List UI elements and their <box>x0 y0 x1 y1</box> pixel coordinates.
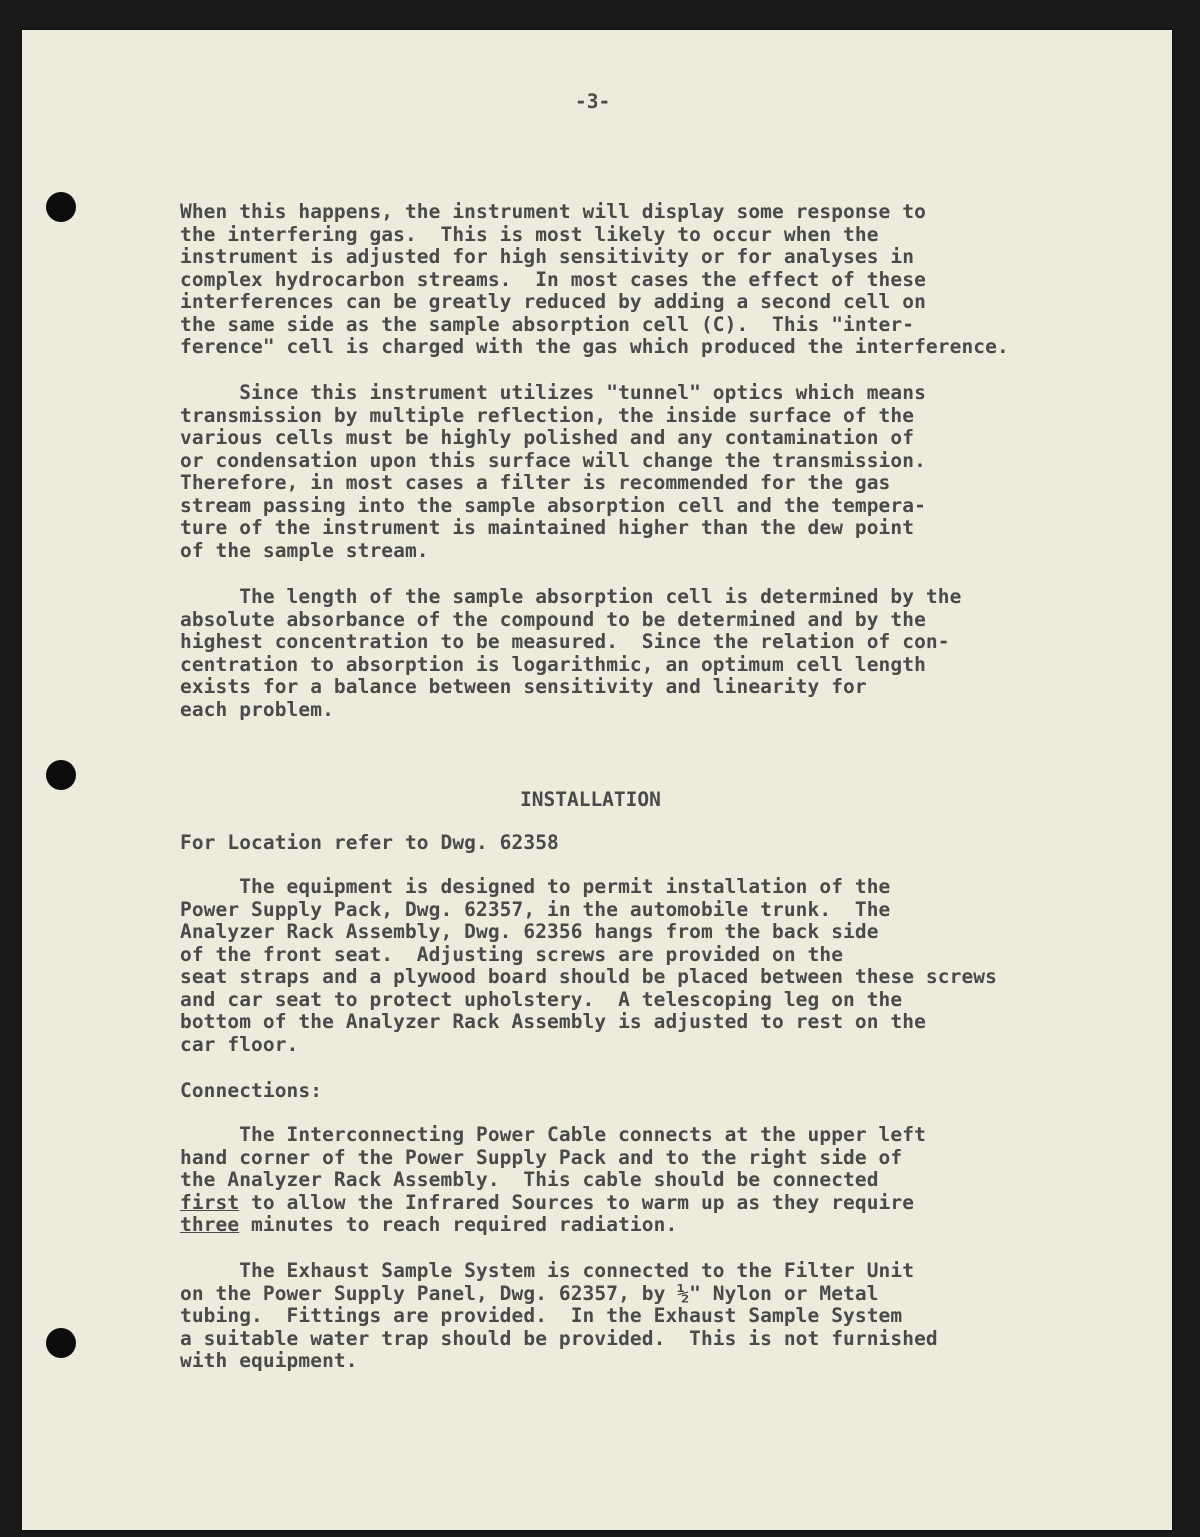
text-line: various cells must be highly polished and any contamination of <box>180 426 915 449</box>
location-line <box>180 832 1120 855</box>
text-line: interferences can be greatly reduced by adding a second cell on <box>180 290 926 313</box>
text-line: of the front seat. Adjusting screws are provided on the <box>180 942 844 966</box>
text-line: absolute absorbance of the compound to be determined and by the <box>180 607 926 631</box>
text-line: a suitable water trap should be provided. This is not furnished <box>180 1326 938 1350</box>
text-line: The Interconnecting Power Cable connects at the upper left <box>180 1123 926 1146</box>
paragraph-optics <box>180 382 1120 562</box>
text-line: ture of the instrument is maintained higher than the dew point <box>180 516 915 539</box>
text-line: the Analyzer Rack Assembly. This cable should be connected <box>180 1168 879 1191</box>
text-line: For Location refer to Dwg. 62358 <box>180 831 559 854</box>
text-line: each problem. <box>180 697 334 721</box>
paragraph-power-cable <box>180 1124 1120 1237</box>
text-line: of the sample stream. <box>180 538 429 562</box>
text-line: highest concentration to be measured. Since the relation of con- <box>180 630 950 653</box>
text-line <box>180 1192 1120 1215</box>
paragraph-interference <box>180 201 1120 359</box>
text-line: and car seat to protect upholstery. A telescoping leg on the <box>180 987 903 1011</box>
text-line: Therefore, in most cases a filter is recommended for the gas <box>180 471 891 494</box>
section-heading: INSTALLATION <box>520 788 661 811</box>
text-line: bottom of the Analyzer Rack Assembly is adjusted to rest on the <box>180 1010 926 1033</box>
text-line: instrument is adjusted for high sensitivity or for analyses in <box>180 245 915 268</box>
text-line: When this happens, the instrument will display some response to <box>180 200 926 223</box>
text-line: car floor. <box>180 1032 299 1056</box>
text-line: seat straps and a plywood board should be placed between these screws <box>180 965 997 988</box>
binder-hole <box>46 760 76 790</box>
text-line: The equipment is designed to permit installation of the <box>180 875 891 898</box>
binder-hole <box>46 192 76 222</box>
text-line: The length of the sample absorption cell is determined by the <box>180 585 962 608</box>
page-number: -3- <box>575 90 611 113</box>
subheading: Connections: <box>180 1079 323 1102</box>
text-line: Analyzer Rack Assembly, Dwg. 62356 hangs from the back side <box>180 920 879 943</box>
text-line: The Exhaust Sample System is connected to the Filter Unit <box>180 1259 915 1282</box>
text-line: with equipment. <box>180 1349 358 1372</box>
paragraph-exhaust <box>180 1260 1120 1373</box>
text-line: stream passing into the sample absorption cell and the tempera- <box>180 493 926 517</box>
text-line: complex hydrocarbon streams. In most cases the effect of these <box>180 267 926 291</box>
text-fragment: to allow the Infrared Sources to warm up as they require <box>239 1190 915 1214</box>
paragraph-installation <box>180 876 1120 1056</box>
text-line: ference" cell is charged with the gas which produced the interference. <box>180 335 1009 358</box>
text-line: the same side as the sample absorption cell (C). This "inter- <box>180 312 915 336</box>
text-line <box>180 1214 1120 1237</box>
text-line: tubing. Fittings are provided. In the Exhaust Sample System <box>180 1304 903 1327</box>
text-line: Since this instrument utilizes "tunnel" optics which means <box>180 381 926 404</box>
text-line: centration to absorption is logarithmic, an optimum cell length <box>180 652 926 676</box>
text-line: the interfering gas. This is most likely to occur when the <box>180 222 879 246</box>
binder-hole <box>46 1328 76 1358</box>
underlined-word: first <box>180 1190 240 1214</box>
text-line: on the Power Supply Panel, Dwg. 62357, by ½" Nylon or Metal <box>180 1281 879 1305</box>
text-line: hand corner of the Power Supply Pack and to the right side of <box>180 1145 903 1169</box>
text-line: Power Supply Pack, Dwg. 62357, in the automobile trunk. The <box>180 897 891 921</box>
underlined-word: three <box>180 1213 240 1236</box>
text-line: exists for a balance between sensitivity and linearity for <box>180 675 867 698</box>
paragraph-cell-length <box>180 586 1120 721</box>
text-line: or condensation upon this surface will change the transmission. <box>180 448 926 472</box>
connections-heading <box>180 1080 1120 1103</box>
text-fragment: minutes to reach required radiation. <box>239 1213 678 1236</box>
text-line: transmission by multiple reflection, the inside surface of the <box>180 403 915 427</box>
